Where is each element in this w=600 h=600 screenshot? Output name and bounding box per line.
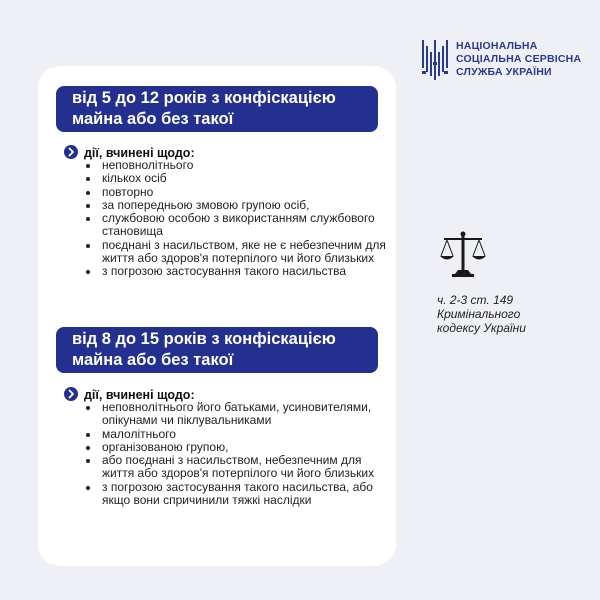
section1-banner-line1: від 5 до 12 років з конфіскацією bbox=[72, 89, 336, 107]
list-item: • за попередньою змовою групою осіб, bbox=[100, 199, 390, 212]
list-item: • малолітнього bbox=[100, 428, 390, 441]
list-item: • поєднані з насильством, яке не є небезпечним для життя або здоров'я потерпілого чи його близьких bbox=[100, 239, 390, 266]
reference-line1: ч. 2-3 ст. 149 bbox=[437, 293, 514, 307]
reference-line3: кодексу України bbox=[437, 321, 526, 335]
logo-line-3: СЛУЖБА УКРАЇНИ bbox=[456, 66, 552, 78]
logo bbox=[420, 34, 590, 82]
chevron-right-icon bbox=[64, 145, 78, 159]
section1-lead: дії, вчинені щодо: bbox=[84, 146, 195, 160]
list-item: • повторно bbox=[100, 186, 390, 199]
section1-banner-line2: майна або без такої bbox=[72, 110, 234, 128]
list-item: • з погрозою застосування такого насильства, або якщо вони спричинили тяжкі наслідки bbox=[100, 481, 390, 508]
list-item: • з погрозою застосування такого насильства bbox=[100, 265, 390, 278]
section2-items bbox=[80, 401, 390, 507]
trident-emblem-icon bbox=[420, 38, 450, 82]
section2-banner bbox=[56, 327, 378, 373]
logo-text bbox=[456, 40, 581, 79]
law-reference bbox=[437, 293, 526, 335]
list-item: • або поєднані з насильством, небезпечним для життя або здоров'я потерпілого чи його близьких bbox=[100, 454, 390, 481]
list-item: • неповнолітнього його батьками, усиновителями, опікунами чи піклувальниками bbox=[100, 401, 390, 428]
reference-line2: Кримінального bbox=[437, 307, 521, 321]
section2-banner-line1: від 8 до 15 років з конфіскацією bbox=[72, 330, 336, 348]
logo-line-1: НАЦІОНАЛЬНА bbox=[456, 40, 538, 52]
section1-items bbox=[80, 159, 390, 279]
section2-lead: дії, вчинені щодо: bbox=[84, 388, 195, 402]
scales-of-justice-icon bbox=[438, 230, 488, 278]
list-item: • службовою особою з використанням службового становища bbox=[100, 212, 390, 239]
logo-line-2: СОЦІАЛЬНА СЕРВІСНА bbox=[456, 53, 582, 65]
list-item: • кількох осіб bbox=[100, 172, 390, 185]
section2-banner-line2: майна або без такої bbox=[72, 351, 234, 369]
list-item: • неповнолітнього bbox=[100, 159, 390, 172]
list-item: • організованою групою, bbox=[100, 441, 390, 454]
chevron-right-icon bbox=[64, 387, 78, 401]
section1-banner bbox=[56, 86, 378, 132]
